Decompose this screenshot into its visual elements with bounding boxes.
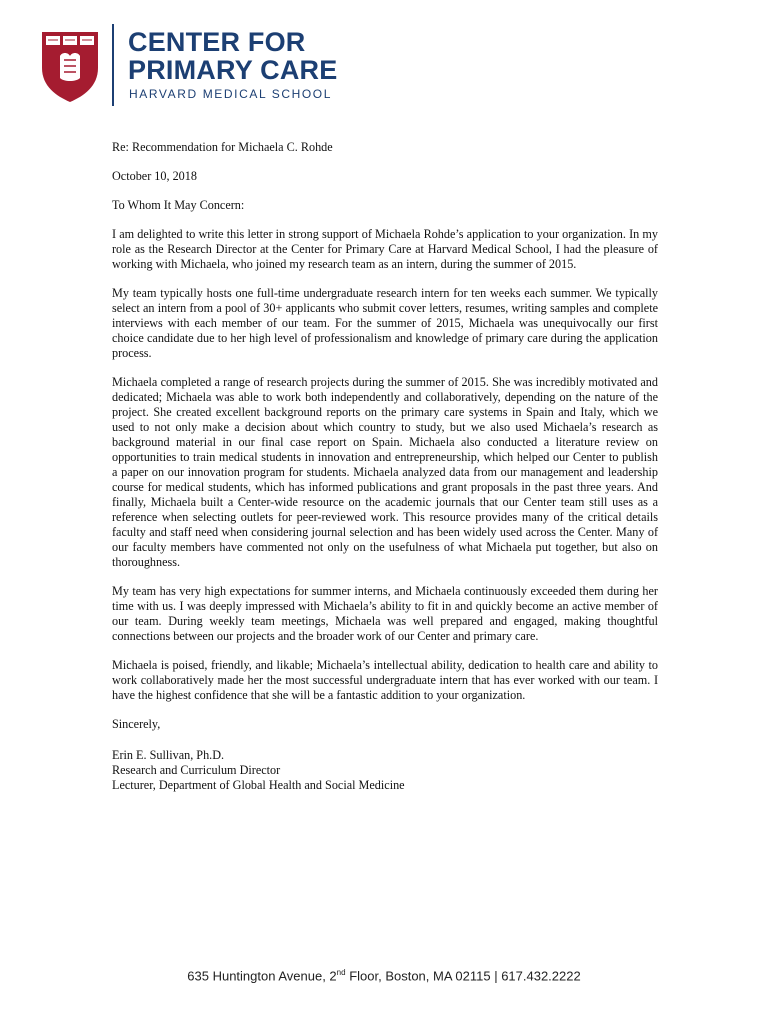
subject-line: Re: Recommendation for Michaela C. Rohde — [112, 140, 333, 154]
paragraph-projects: Michaela completed a range of research projects during the summer of 2015. She was incredibly motivated and dedicated; Michaela was able to work both independently and collaboratively, depending on the nature of the project. She created excellent background reports on the primary care systems in Spain and Italy, which we used to not only make a decision about which country to study, but we also used Michaela’s research as background material in our final case report on Spain. Michaela also conducted a literature review on opportunities to train medical students in innovation and entrepreneurship, which helped our Center to publish a paper on our innovation program for students. Michaela analyzed data from our management and leadership course for medical students, which has informed publications and grant proposals in the past three years. And finally, Michaela built a Center-wide resource on the academic journals that our Center team still uses as a reference when selecting outlets for peer-reviewed work. This resource provides many of the critical details faculty and staff need when considering journal selection and has been widely used across the Center. Many of our faculty members have commented not only on the usefulness of what Michaela put together, but also on thoroughness. — [112, 375, 658, 569]
org-name-line2: PRIMARY CARE — [128, 55, 338, 85]
letter-body — [112, 140, 658, 793]
salutation: To Whom It May Concern: — [112, 198, 245, 212]
org-name-line1: CENTER FOR — [128, 27, 306, 57]
closing: Sincerely, — [112, 717, 161, 731]
footer-address — [0, 968, 768, 983]
paragraph-expectations: My team has very high expectations for summer interns, and Michaela continuously exceeded them during her time with us. I was deeply impressed with Michaela’s ability to fit in and quickly become an active member of our team. During weekly team meetings, Michaela was well prepared and engaged, making thoughtful connections between our projects and the broader work of our Center and primary care. — [112, 584, 658, 643]
footer-floor-suffix: nd — [336, 968, 346, 977]
paragraph-intro: I am delighted to write this letter in strong support of Michaela Rohde’s application to your organization. In my role as the Research Director at the Center for Primary Care at Harvard Medical School, I had the pleasure of working with Michaela, who joined my research team as an intern, during the summer of 2015. — [112, 227, 658, 271]
header-divider — [112, 24, 114, 106]
signature-block — [112, 748, 658, 793]
paragraph-selection: My team typically hosts one full-time undergraduate research intern for ten weeks each summer. We typically select an intern from a pool of 30+ applicants who submit cover letters, resumes, writing samples and complete interviews with each member of our team. For the summer of 2015, Michaela was unequivocally our first choice candidate due to her high level of professionalism and knowledge of primary care during the application process. — [112, 286, 658, 360]
signer-title: Research and Curriculum Director — [112, 763, 281, 777]
paragraph-summary: Michaela is poised, friendly, and likable; Michaela’s intellectual ability, dedication to health care and ability to work collaboratively made her the most successful undergraduate intern that has ever worked with our team. I have the highest confidence that she will be a fantastic addition to your organization. — [112, 658, 658, 702]
org-subtitle: HARVARD MEDICAL SCHOOL — [129, 87, 333, 101]
letterhead — [40, 24, 440, 108]
letter-date: October 10, 2018 — [112, 169, 197, 183]
footer-address-end: Floor, Boston, MA 02115 | 617.432.2222 — [345, 968, 581, 984]
signer-name: Erin E. Sullivan, Ph.D. — [112, 748, 225, 762]
signer-title-secondary: Lecturer, Department of Global Health and Social Medicine — [112, 778, 405, 792]
org-name — [128, 28, 337, 84]
harvard-shield-icon — [40, 30, 100, 104]
footer-address-start: 635 Huntington Avenue, 2 — [187, 968, 337, 984]
